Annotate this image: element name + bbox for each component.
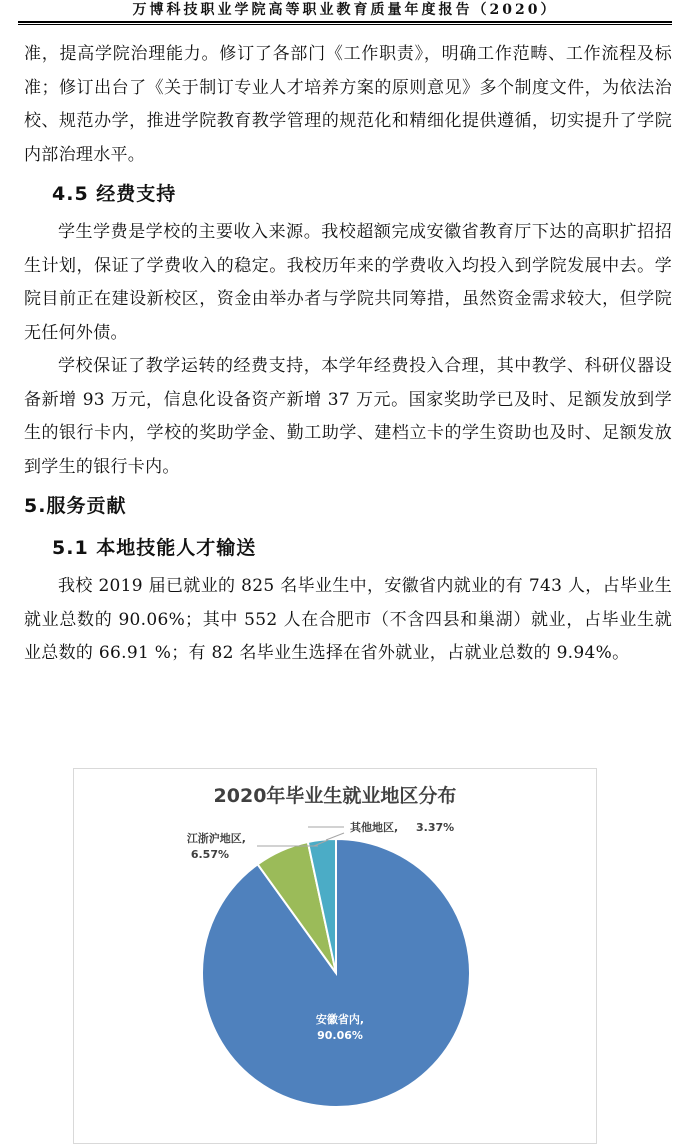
paragraph-governance: 准，提高学院治理能力。修订了各部门《工作职责》，明确工作范畴、工作流程及标准；修订出台了《关于制订专业人才培养方案的原则意见》多个制度文件，为依法治校、规范办学，推进学院教育教学管理的规范化和精细化提供遵循，切实提升了学院内部治理水平。: [24, 44, 672, 165]
label-anhui-name: 安徽省内,: [315, 1013, 365, 1026]
paragraph-tuition: 学生学费是学校的主要收入来源。我校超额完成安徽省教育厅下达的高职扩招招生计划，保证了学费收入的稳定。我校历年来的学费收入均投入到学院发展中去。学院目前正在建设新校区，资金由举办者与学院共同筹措，虽然资金需求较大，但学院无任何外债。: [24, 222, 672, 343]
label-anhui-value: 90.06%: [317, 1029, 363, 1042]
section-5-1-title: 5.1 本地技能人才输送: [52, 537, 257, 559]
section-5-title: 5.服务贡献: [24, 495, 127, 517]
label-jzh-name: 江浙沪地区,: [186, 832, 246, 845]
pie-svg: [74, 769, 596, 1143]
section-4-5-title: 4.5 经费支持: [52, 183, 177, 205]
page-header: 万博科技职业学院高等职业教育质量年度报告（2020）: [132, 2, 558, 18]
header-rule-thin: [18, 24, 672, 25]
document-body: [24, 38, 672, 671]
paragraph-funding: 学校保证了教学运转的经费支持，本学年经费投入合理，其中教学、科研仪器设备新增 93 万元，信息化设备资产新增 37 万元。国家奖助学已及时、足额发放到学生的银行卡内，学校的奖助学金、勤工助学、建档立卡的学生资助也及时、足额发放到学生的银行卡内。: [24, 356, 672, 477]
employment-pie-chart: [73, 768, 597, 1144]
paragraph-employment: 我校 2019 届已就业的 825 名毕业生中，安徽省内就业的有 743 人，占毕业生就业总数的 90.06%；其中 552 人在合肥市（不含四县和巢湖）就业，占毕业生就业总数的 66.91 %；有 82 名毕业生选择在省外就业，占就业总数的 9.94%。: [24, 576, 672, 663]
label-other-value: 3.37%: [416, 821, 455, 834]
label-jzh-value: 6.57%: [190, 848, 229, 861]
header-rule: [18, 21, 672, 23]
label-other-name: 其他地区,: [350, 821, 399, 834]
chart-title: 2020年毕业生就业地区分布: [213, 785, 457, 807]
